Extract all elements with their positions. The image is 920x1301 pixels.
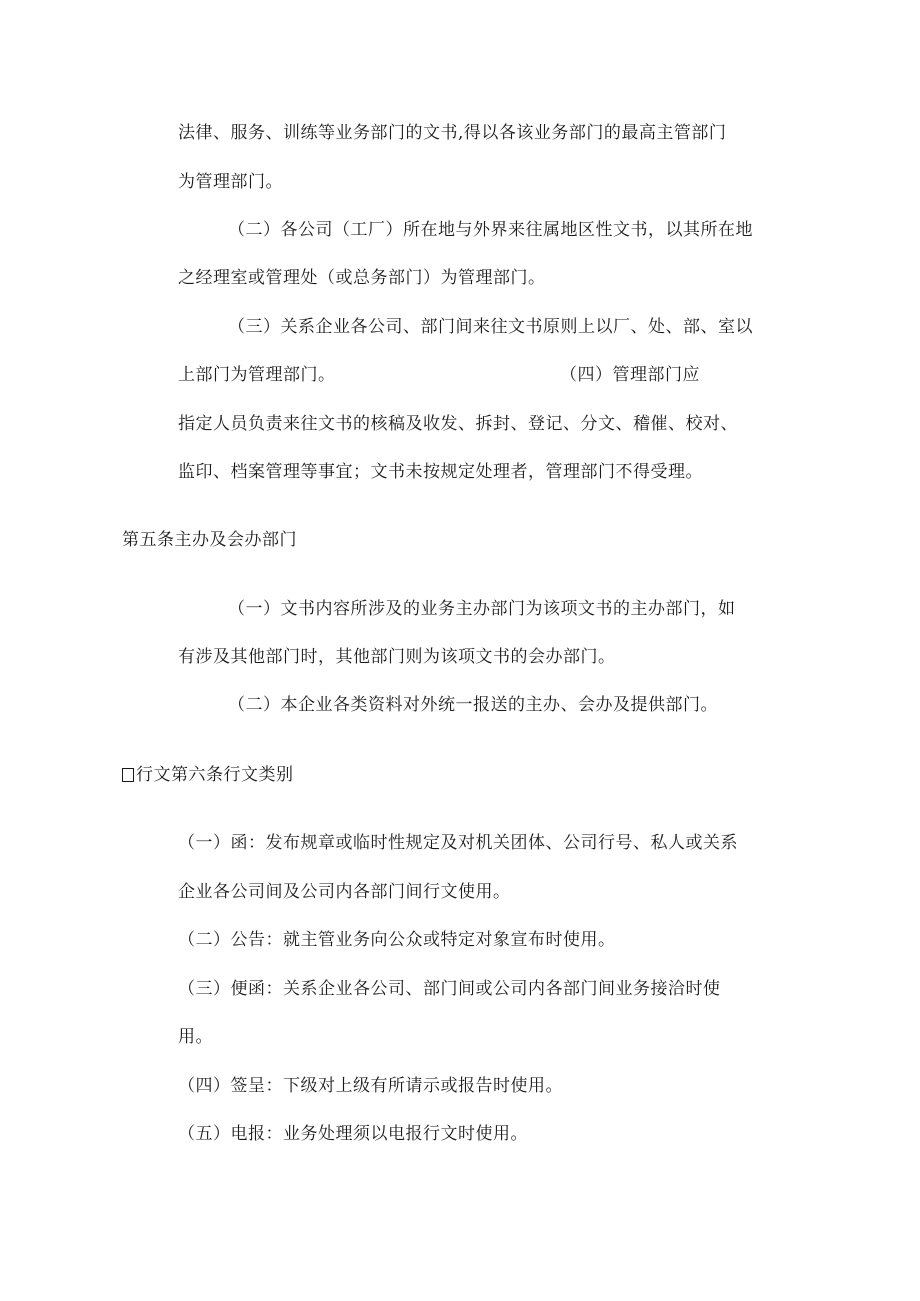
text-line: 用。 bbox=[178, 1027, 213, 1047]
text-line: （一）文书内容所涉及的业务主办部门为该项文书的主办部门，如 bbox=[228, 599, 736, 619]
section-heading: 第五条主办及会办部门 bbox=[122, 530, 297, 550]
text-line: （三）关系企业各公司、部门间来往文书原则上以厂、处、部、室以 bbox=[228, 317, 753, 337]
text-line: 之经理室或管理处（或总务部门）为管理部门。 bbox=[178, 268, 546, 288]
text-line: （一）函：发布规章或临时性规定及对机关团体、公司行号、私人或关系 bbox=[178, 833, 738, 853]
text-line: 有涉及其他部门时，其他部门则为该项文书的会办部门。 bbox=[178, 647, 616, 667]
section-heading-text: 行文第六条行文类别 bbox=[136, 765, 294, 785]
checkbox-square-icon bbox=[122, 768, 134, 782]
text-line: 上部门为管理部门。 bbox=[178, 365, 336, 385]
text-line: 监印、档案管理等事宜；文书未按规定处理者，管理部门不得受理。 bbox=[178, 462, 703, 482]
text-line: 企业各公司间及公司内各部门间行文使用。 bbox=[178, 882, 511, 902]
text-line: 为管理部门。 bbox=[178, 172, 283, 192]
text-line: （三）便函：关系企业各公司、部门间或公司内各部门间业务接洽时使 bbox=[178, 979, 721, 999]
text-line: 法律、服务、训练等业务部门的文书,得以各该业务部门的最高主管部门 bbox=[178, 123, 727, 143]
text-line: （二）公告：就主管业务向公众或特定对象宣布时使用。 bbox=[178, 930, 616, 950]
text-line: （四）签呈：下级对上级有所请示或报告时使用。 bbox=[178, 1076, 563, 1096]
text-line: （五）电报：业务处理须以电报行文时使用。 bbox=[178, 1124, 528, 1144]
text-line: （二）本企业各类资料对外统一报送的主办、会办及提供部门。 bbox=[228, 695, 718, 715]
text-line: 指定人员负责来往文书的核稿及收发、拆封、登记、分文、稽催、校对、 bbox=[178, 414, 738, 434]
text-line: （四）管理部门应 bbox=[560, 365, 700, 385]
text-line: （二）各公司（工厂）所在地与外界来往属地区性文书，以其所在地 bbox=[228, 220, 753, 240]
section-heading bbox=[122, 763, 294, 787]
